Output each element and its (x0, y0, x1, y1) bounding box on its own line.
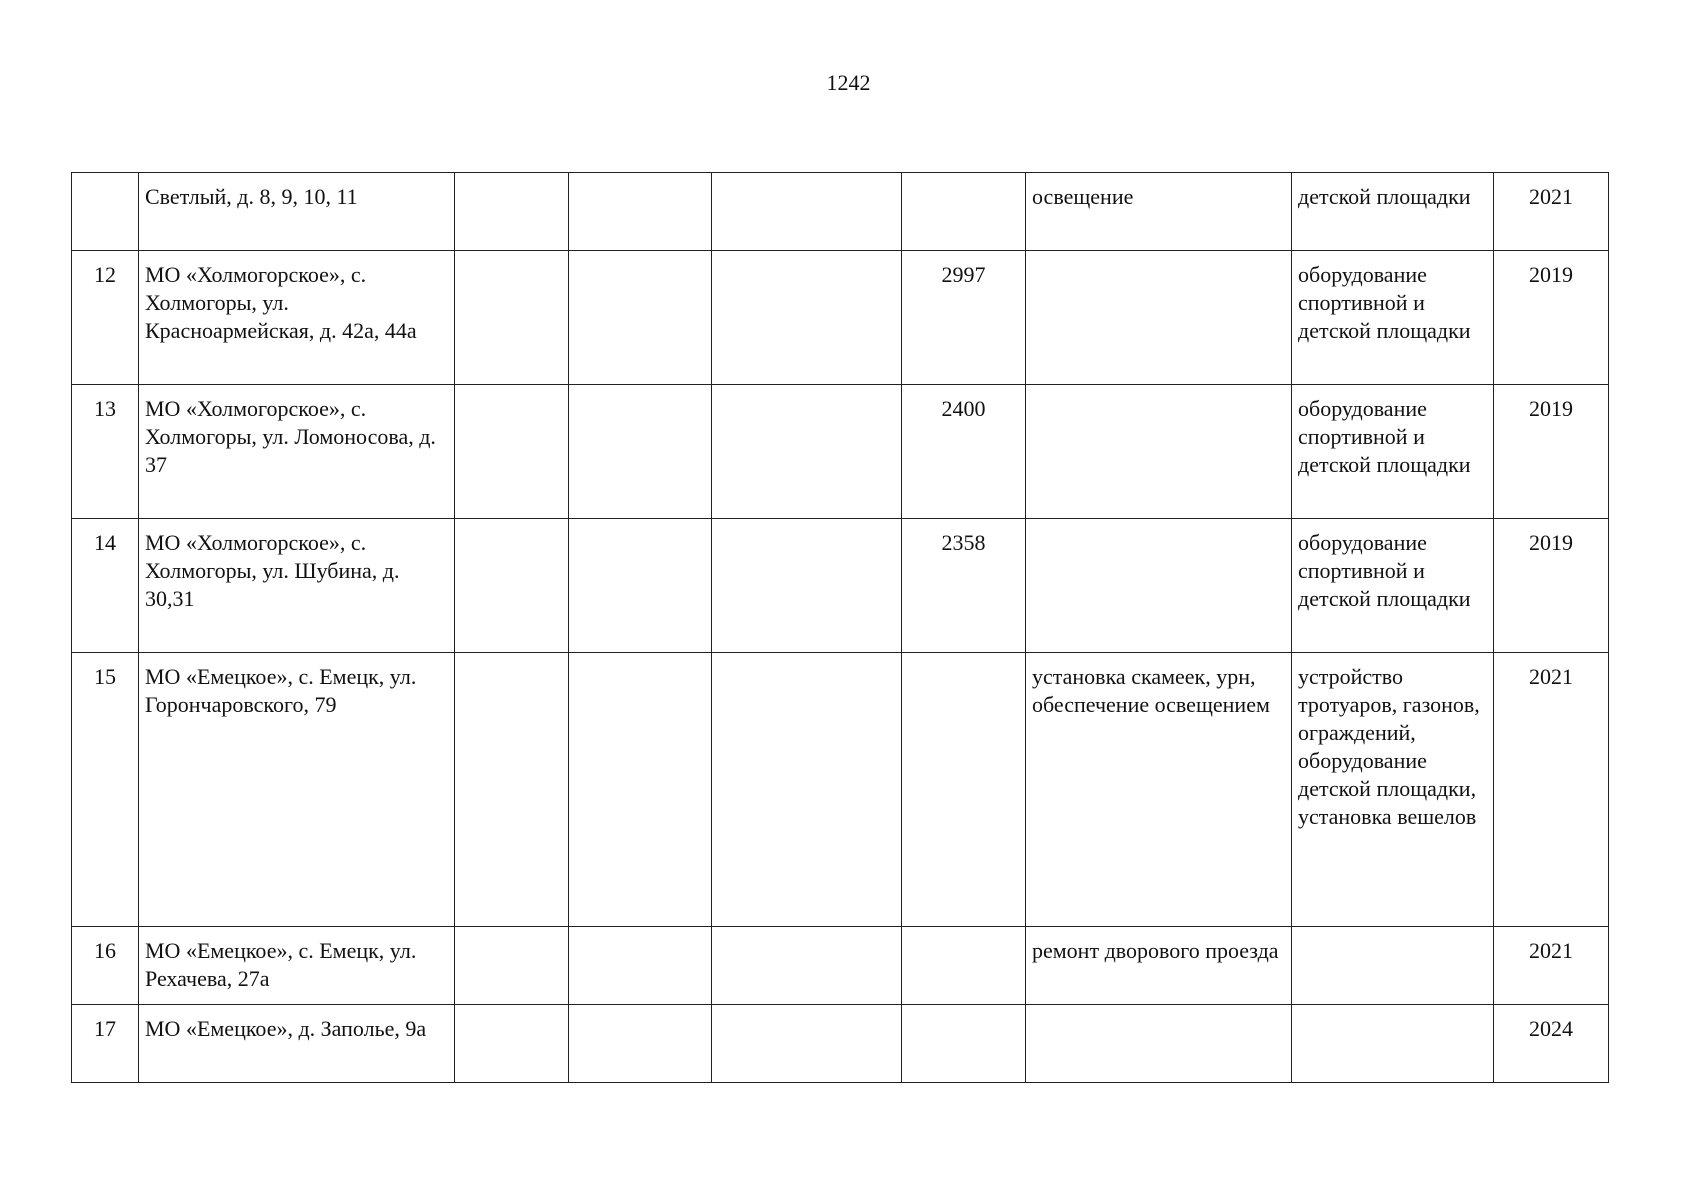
minimal-works-cell (1026, 1005, 1292, 1083)
additional-works-cell: оборудование спортивной и детской площадки (1292, 251, 1494, 385)
address-cell: МО «Емецкое», с. Емецк, ул. Рехачева, 27а (139, 927, 455, 1005)
blank-cell-4 (569, 1005, 712, 1083)
row-number-cell (72, 173, 139, 251)
blank-cell-5 (712, 519, 902, 653)
table-row (72, 653, 1609, 927)
blank-cell-5 (712, 653, 902, 927)
blank-cell-4 (569, 927, 712, 1005)
area-cell (902, 173, 1026, 251)
additional-works-cell: оборудование спортивной и детской площадки (1292, 385, 1494, 519)
additional-works-cell (1292, 927, 1494, 1005)
minimal-works-cell: установка скамеек, урн, обеспечение освещением (1026, 653, 1292, 927)
row-number-cell: 12 (72, 251, 139, 385)
year-cell: 2024 (1494, 1005, 1609, 1083)
table-row (72, 385, 1609, 519)
blank-cell-5 (712, 927, 902, 1005)
blank-cell-5 (712, 173, 902, 251)
blank-cell-3 (455, 653, 569, 927)
row-number-cell: 14 (72, 519, 139, 653)
blank-cell-5 (712, 1005, 902, 1083)
additional-works-cell: детской площадки (1292, 173, 1494, 251)
blank-cell-5 (712, 385, 902, 519)
year-cell: 2019 (1494, 251, 1609, 385)
year-cell: 2019 (1494, 385, 1609, 519)
address-cell: МО «Холмогорское», с. Холмогоры, ул. Ломоносова, д. 37 (139, 385, 455, 519)
row-number-cell: 16 (72, 927, 139, 1005)
additional-works-cell: устройство тротуаров, газонов, ограждений, оборудование детской площадки, установка вешелов (1292, 653, 1494, 927)
table-row (72, 251, 1609, 385)
table-row (72, 519, 1609, 653)
blank-cell-4 (569, 519, 712, 653)
additional-works-cell: оборудование спортивной и детской площадки (1292, 519, 1494, 653)
area-cell: 2997 (902, 251, 1026, 385)
minimal-works-cell (1026, 385, 1292, 519)
minimal-works-cell (1026, 519, 1292, 653)
blank-cell-3 (455, 385, 569, 519)
page-number: 1242 (826, 70, 871, 95)
year-cell: 2019 (1494, 519, 1609, 653)
address-cell: МО «Холмогорское», с. Холмогоры, ул. Красноармейская, д. 42а, 44а (139, 251, 455, 385)
blank-cell-4 (569, 653, 712, 927)
address-cell: МО «Емецкое», с. Емецк, ул. Горончаровского, 79 (139, 653, 455, 927)
table-row (72, 1005, 1609, 1083)
area-cell: 2400 (902, 385, 1026, 519)
area-cell (902, 653, 1026, 927)
row-number-cell: 15 (72, 653, 139, 927)
address-cell: МО «Холмогорское», с. Холмогоры, ул. Шубина, д. 30,31 (139, 519, 455, 653)
blank-cell-3 (455, 251, 569, 385)
blank-cell-3 (455, 1005, 569, 1083)
address-cell: МО «Емецкое», д. Заполье, 9а (139, 1005, 455, 1083)
blank-cell-4 (569, 251, 712, 385)
improvement-table (71, 172, 1609, 1083)
year-cell: 2021 (1494, 653, 1609, 927)
minimal-works-cell: освещение (1026, 173, 1292, 251)
minimal-works-cell: ремонт дворового проезда (1026, 927, 1292, 1005)
additional-works-cell (1292, 1005, 1494, 1083)
blank-cell-4 (569, 173, 712, 251)
row-number-cell: 17 (72, 1005, 139, 1083)
row-number-cell: 13 (72, 385, 139, 519)
area-cell (902, 1005, 1026, 1083)
minimal-works-cell (1026, 251, 1292, 385)
blank-cell-5 (712, 251, 902, 385)
blank-cell-3 (455, 519, 569, 653)
area-cell (902, 927, 1026, 1005)
area-cell: 2358 (902, 519, 1026, 653)
table-row (72, 173, 1609, 251)
blank-cell-3 (455, 927, 569, 1005)
address-cell: Светлый, д. 8, 9, 10, 11 (139, 173, 455, 251)
table-row (72, 927, 1609, 1005)
year-cell: 2021 (1494, 173, 1609, 251)
blank-cell-4 (569, 385, 712, 519)
blank-cell-3 (455, 173, 569, 251)
year-cell: 2021 (1494, 927, 1609, 1005)
